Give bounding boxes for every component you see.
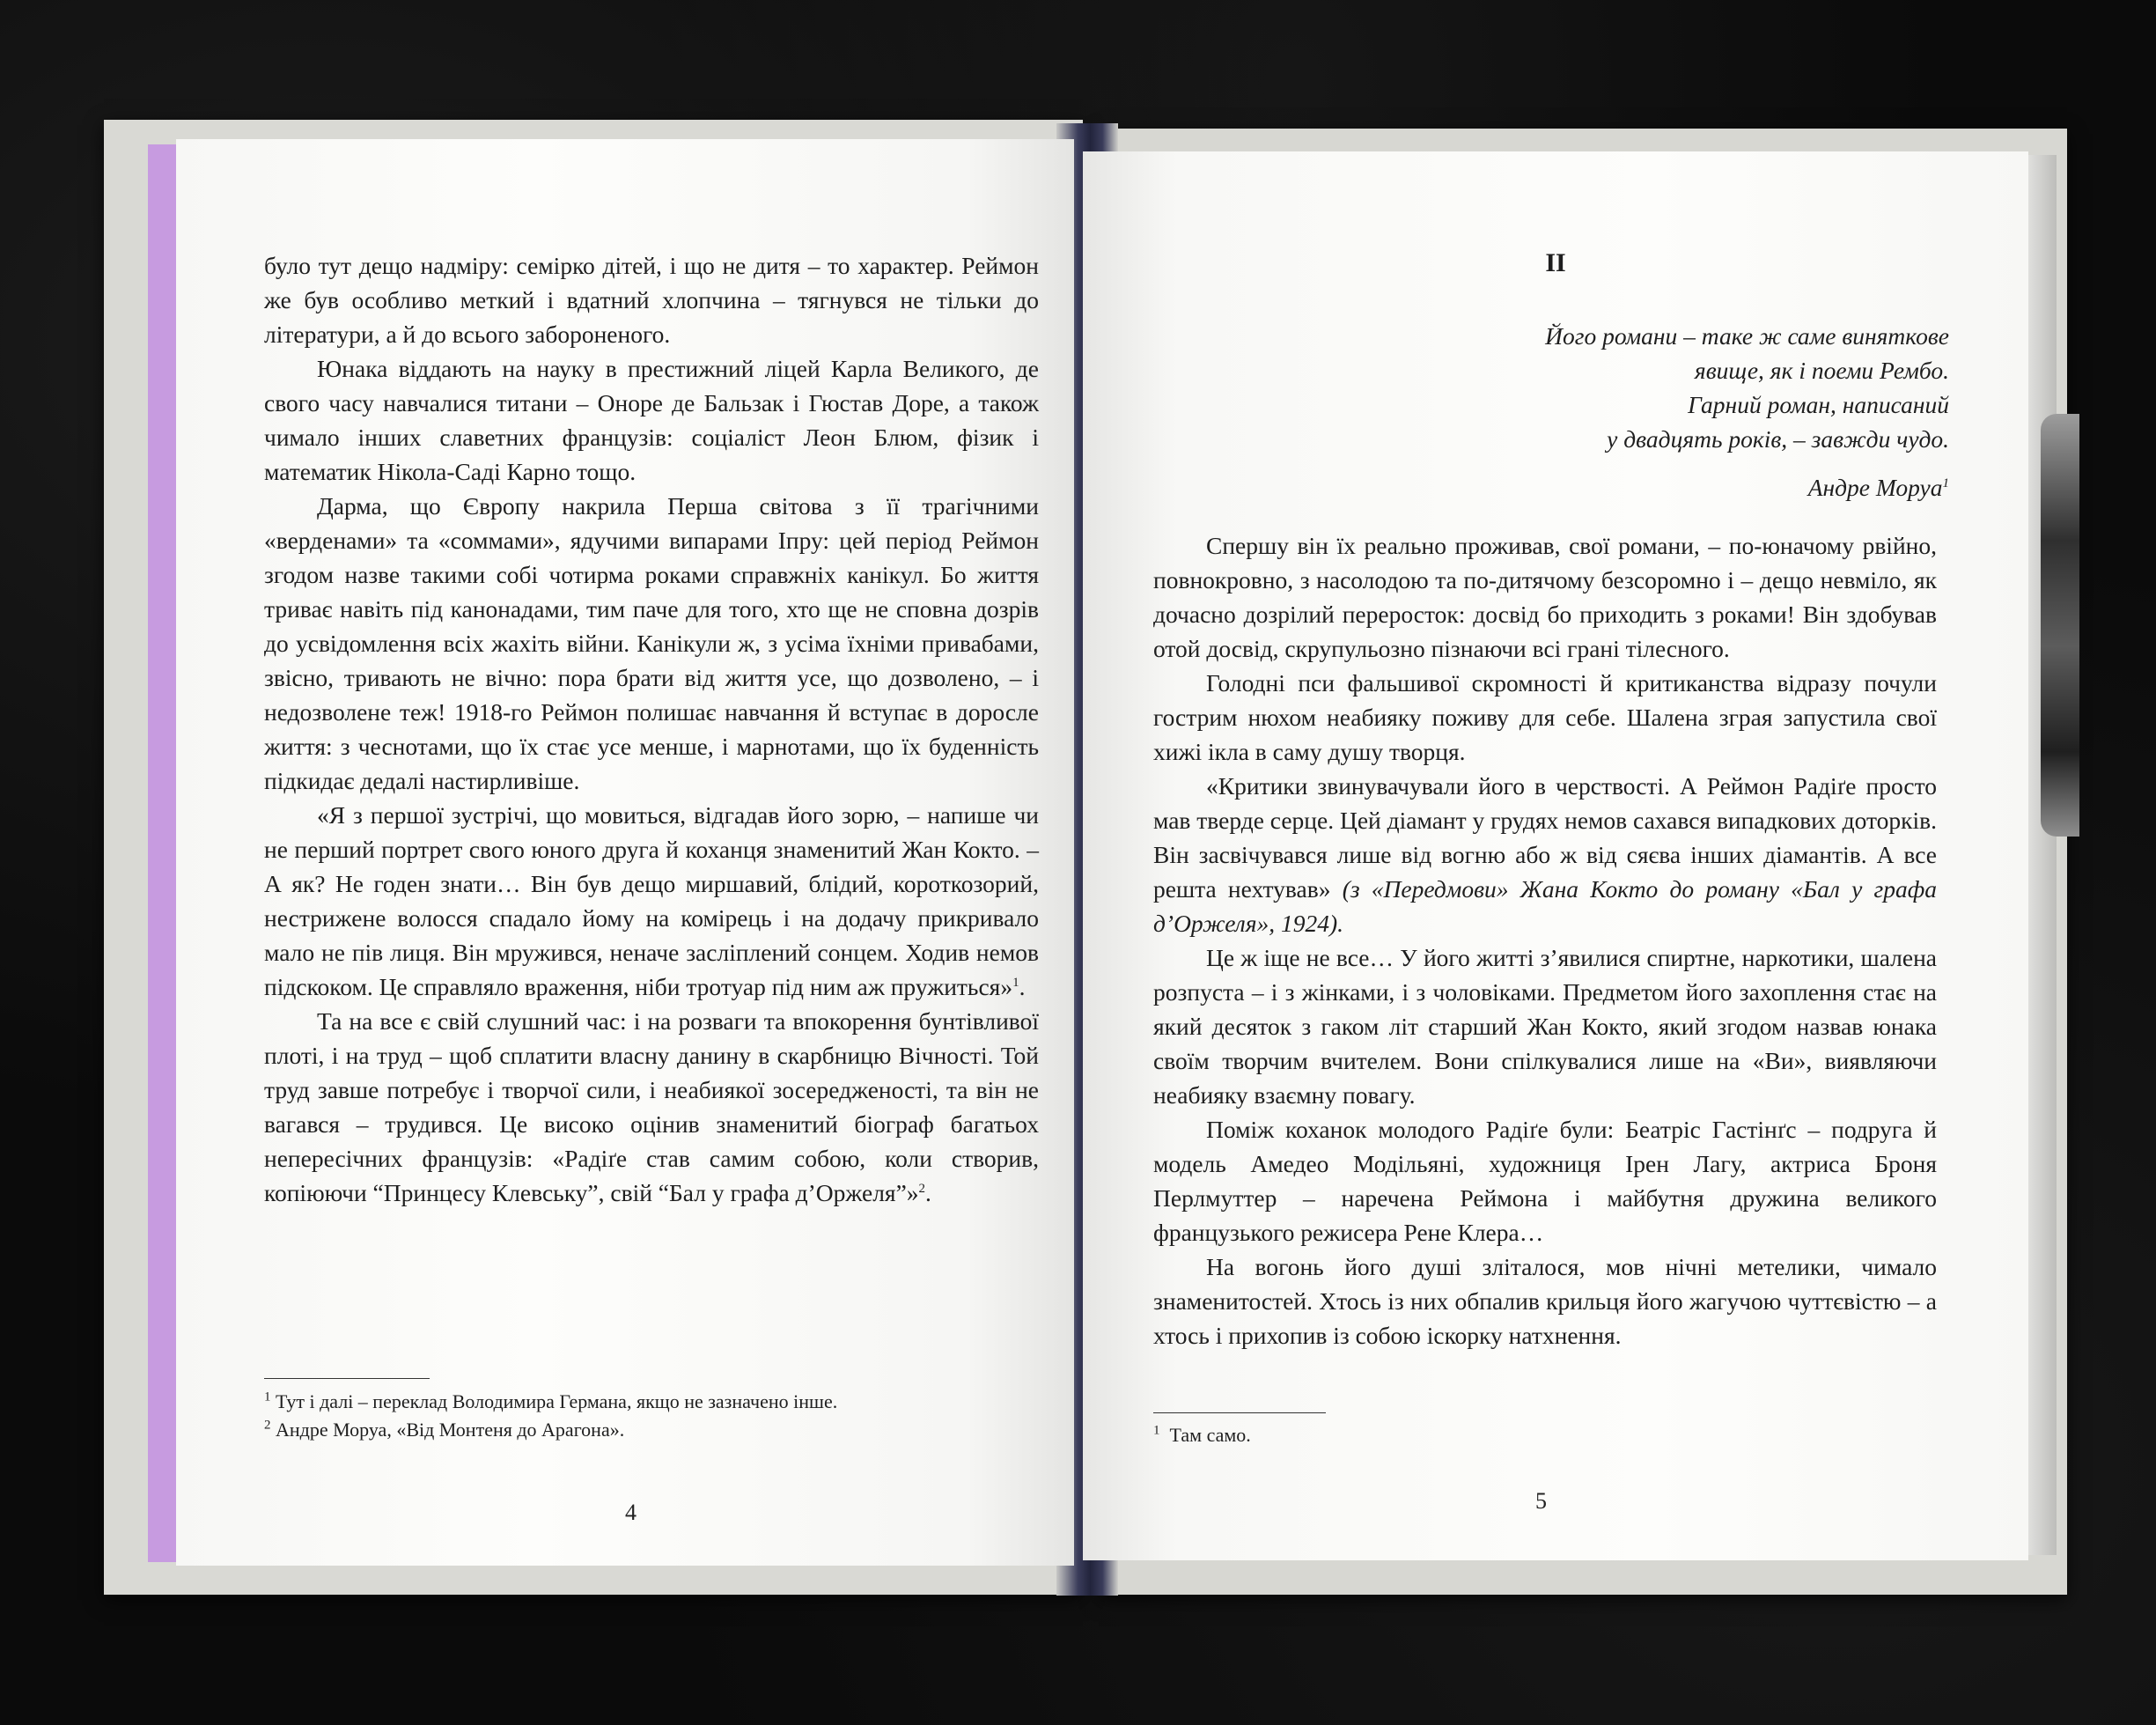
footnote-marker: 1 [1012, 975, 1019, 990]
paragraph: Поміж коханок молодого Радіґе були: Беатріс Гастінґс – подруга й модель Амедео Модільяні, художниця Ірен Лагу, актриса Броня Перлмуттер – наречена Реймона і майбутня дружина великого французького режисера Рене Клера… [1153, 1116, 1937, 1246]
footnote-marker: 2 [918, 1181, 926, 1196]
epigraph-line: у двадцять років, – завжди чудо. [1607, 425, 1949, 453]
paragraph: «Критики звинувачували його в черствості. А Реймон Радіґе просто мав тверде серце. Цей діамант у грудях немов сахався випадкових доторків. Він засвічувався лише від вогню або ж від сяєва інших діамантів. А все решта нехтував» (з «Передмови» Жана Кокто до роману «Бал у графа д’Оржеля», 1924). [1153, 772, 1937, 937]
page-number: 4 [625, 1500, 636, 1525]
paragraph: Це ж іще не все… У його житті з’явилися спиртне, наркотики, шалена розпуста – і з жінками, і з чоловіками. Предметом його захоплення стає на який десяток з гаком літ старший Жан Кокто, який згодом назвав юнака своїм творчим вчителем. Вони спілкувалися лише на «Ви», виявляючи неабияку взаємну повагу. [1153, 944, 1937, 1109]
left-page-body [264, 248, 1039, 1210]
epigraph [1403, 319, 1949, 456]
footnote-rule [264, 1378, 430, 1379]
citation: (з «Передмови» Жана Кокто до роману «Бал у графа д’Оржеля», 1924). [1153, 875, 1937, 937]
epigraph-line: Гарний роман, написаний [1688, 391, 1949, 418]
epigraph-line: явище, як і поеми Рембо. [1694, 357, 1949, 384]
paragraph: Голодні пси фальшивої скромності й критиканства відразу почули гострим нюхом неабияку поживу для себе. Шалена зграя запустила свої хижі ікла в саму душу творця. [1153, 669, 1937, 765]
page-number: 5 [1535, 1488, 1547, 1514]
footnote: $^1$ Там само. [1153, 1423, 1251, 1446]
epigraph-line: Його романи – таке ж саме виняткове [1545, 322, 1949, 350]
paragraph: було тут дещо надміру: семірко дітей, і що не дитя – то характер. Реймон же був особливо меткий і вдатний хлопчина – тягнувся не тільки до літератури, а й до всього забороненого. [264, 252, 1039, 348]
paragraph: «Я з першої зустрічі, що мовиться, відгадав його зорю, – напише чи не перший портрет свого юного друга й коханця знаменитий Жан Кокто. – А як? Не годен знати… Він був дещо миршавий, блідий, короткозорий, нестрижене волосся спадало йому на комірець і на додачу прикривало мало не пів лиця. Він мружився, неначе засліплений сонцем. Ходив немов підскоком. Це справляло враження, ніби тротуар під ним аж пружиться»$^1$. [264, 801, 1039, 1000]
footnotes [1153, 1421, 1937, 1449]
footnote: $^2$ Андре Моруа, «Від Монтеня до Арагона». [264, 1418, 625, 1441]
epigraph-author: Андре Моруа$^1$ [1807, 474, 1949, 501]
paragraph: Юнака віддають на науку в престижний ліцей Карла Великого, де свого часу навчалися титани – Оноре де Бальзак і Гюстав Доре, а також чимало інших славетних французів: соціаліст Леон Блюм, фізик і математик Нікола-Саді Карно тощо. [264, 355, 1039, 485]
footnotes [264, 1388, 1039, 1444]
paragraph: Дарма, що Європу накрила Перша світова з її трагічними «верденами» та «соммами», ядучими випарами Іпру: цей період Реймон згодом назве такими собі чотирма роками справжніх канікул. Бо життя триває навіть під канонадами, тим паче для того, хто ще не сповна дозрів до усвідомлення всіх жахіть війни. Канікули ж, з усіма їхніми привабами, звісно, тривають не вічно: пора брати від життя усе, що дозволено, – і недозволене теж! 1918-го Реймон полишає навчання й вступає в доросле життя: з чеснотами, що їх стає усе менше, і марнотами, що їх буденність підкидає дедалі настирливіше. [264, 492, 1039, 794]
paragraph: Та на все є свій слушний час: і на розваги та впокорення бунтівливої плоті, і на труд – щоб сплатити власну данину в скарбницю Вічності. Той труд завше потребує і творчої сили, і неабиякої зосередженості, та він не вагався – трудився. Це високо оцінив знаменитий біограф багатьох непересічних французів: «Радіґе став самим собою, коли створив, копіюючи “Принцесу Клевську”, свій “Бал у графа д’Оржеля”»$^2$. [264, 1007, 1039, 1206]
right-page [1083, 151, 2028, 1560]
paragraph: Спершу він їх реально проживав, свої романи, – по-юначому рвійно, повнокровно, з насолодою та по-дитячому безсоромно і – дещо невміло, як дочасно дозрілий переросток: досвід бо приходить з роками! Він здобував отой досвід, скрупульозно пізнаючи всі грані тілесного. [1153, 532, 1937, 662]
lilac-page-edge [148, 144, 180, 1562]
paragraph: На вогонь його душі зліталося, мов нічні метелики, чимало знаменитостей. Хтось із них обпалив крильця його жагучою чуттєвістю – а хтось і прихопив із собою іскорку натхнення. [1153, 1253, 1937, 1349]
footnote-rule [1153, 1412, 1326, 1413]
footnote: $^1$ Тут і далі – переклад Володимира Германа, якщо не зазначено інше. [264, 1390, 838, 1412]
left-page [176, 139, 1074, 1566]
photo-page-edge [2041, 414, 2079, 837]
right-page-body [1153, 528, 1937, 1353]
chapter-heading: II [1545, 248, 1566, 277]
